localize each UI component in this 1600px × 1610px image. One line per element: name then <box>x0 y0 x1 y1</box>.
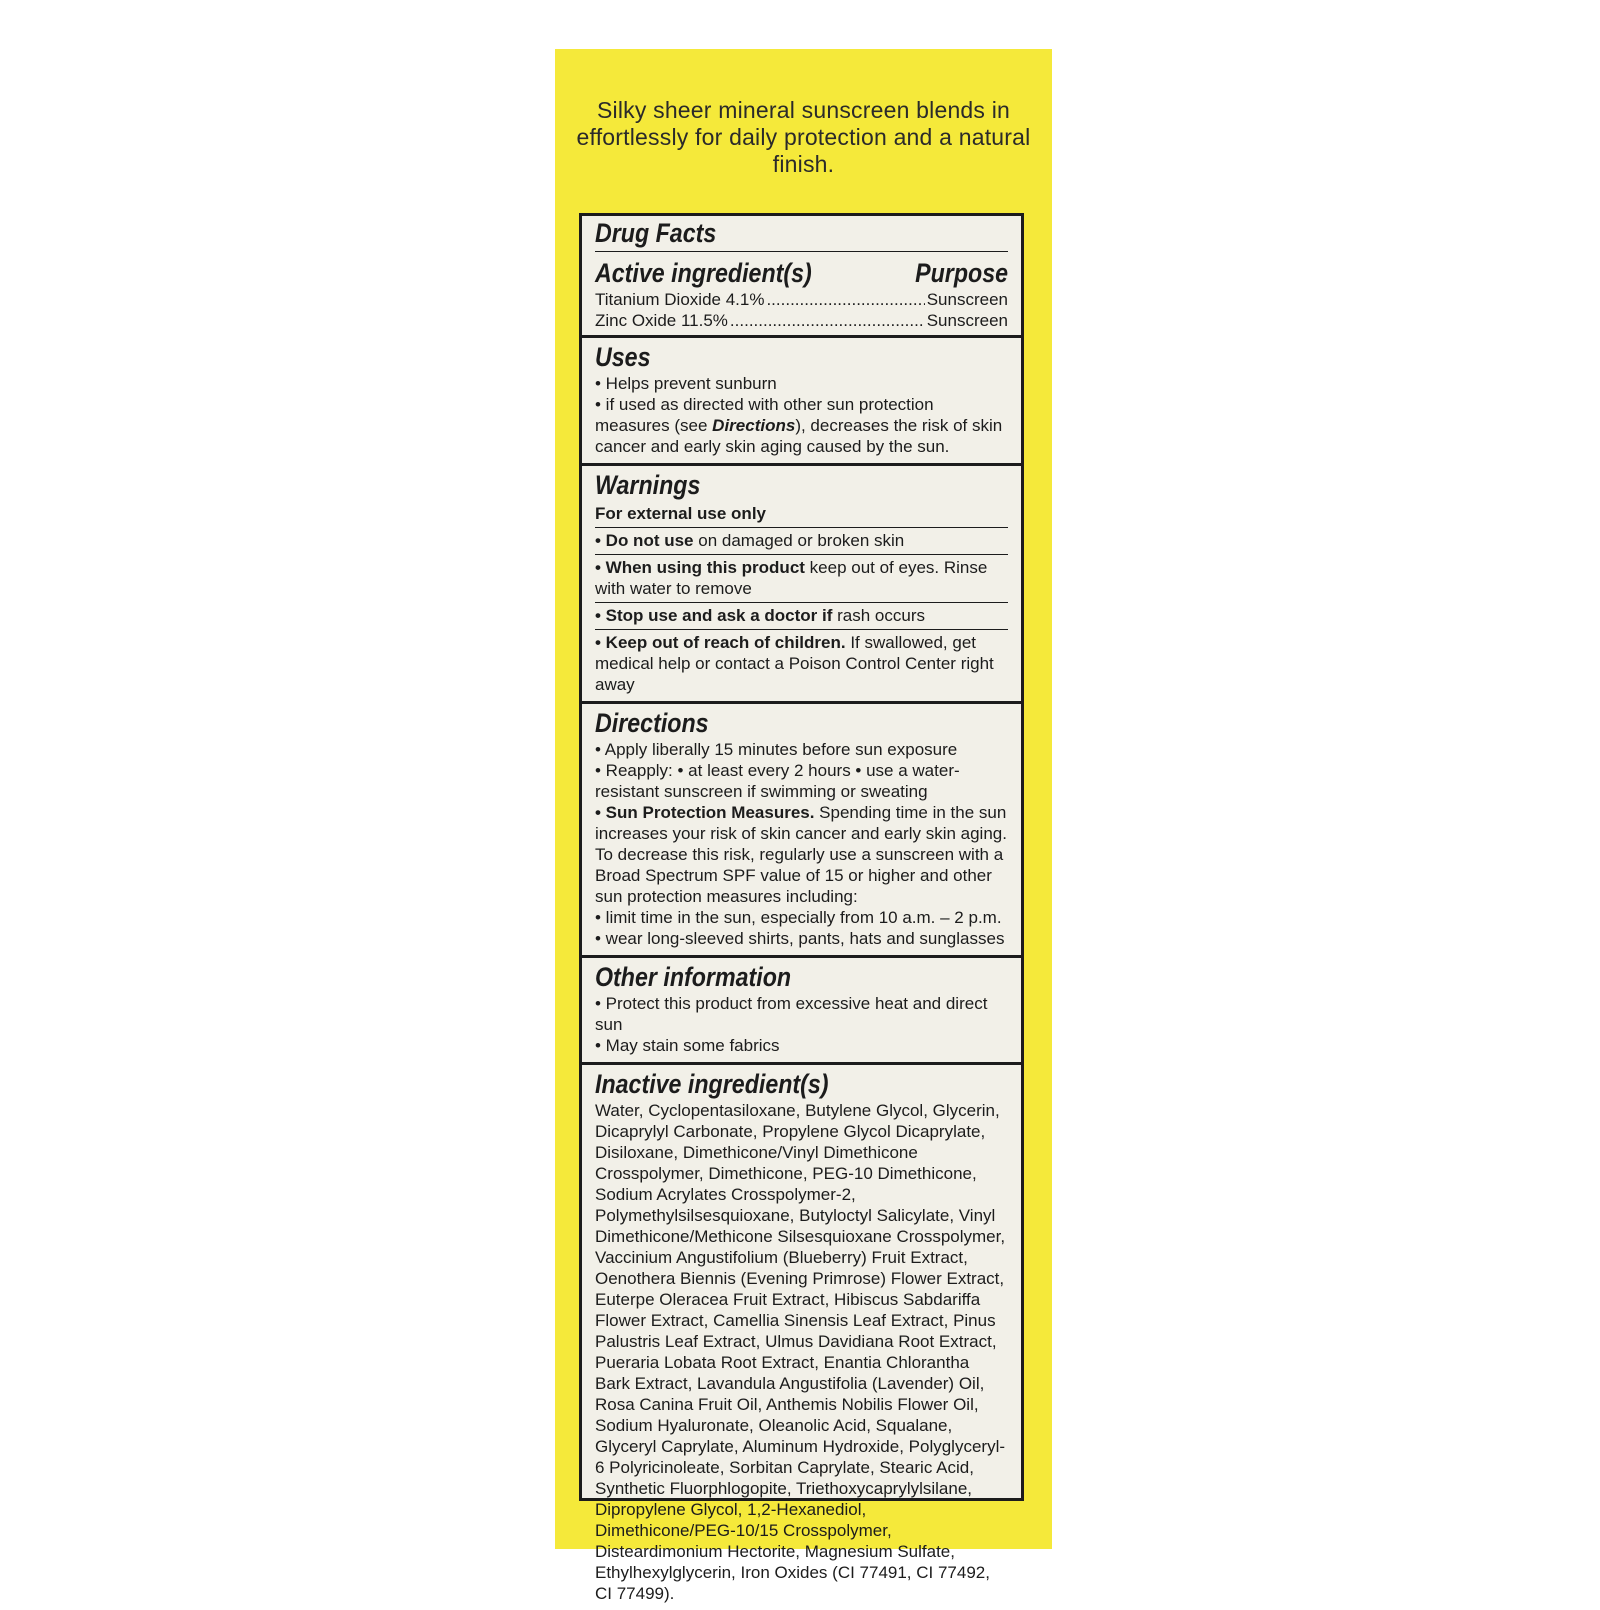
other-line: • May stain some fabrics <box>595 1036 780 1055</box>
warning-item: • Do not use on damaged or broken skin <box>595 528 1008 555</box>
active-ingredients-heading: Active ingredient(s) <box>595 258 812 288</box>
drug-facts-panel <box>579 213 1024 1603</box>
directions-line: • wear long-sleeved shirts, pants, hats and sunglasses <box>595 929 1005 948</box>
drug-facts-title: Drug Facts <box>595 218 717 248</box>
active-row <box>595 289 1008 310</box>
active-row <box>595 310 1008 331</box>
warning-item: • Stop use and ask a doctor if rash occurs <box>595 603 1008 630</box>
directions-heading: Directions <box>595 708 709 738</box>
external-use-note: For external use only <box>595 501 1008 528</box>
uses-line: • Helps prevent sunburn <box>595 374 777 393</box>
tagline: Silky sheer mineral sunscreen blends in effortlessly for daily protection and a natural finish. <box>576 97 1031 177</box>
directions-line: • limit time in the sun, especially from 10 a.m. – 2 p.m. <box>595 908 1002 927</box>
directions-line: • Sun Protection Measures. Spending time in the sun increases your risk of skin cancer and early skin aging. To decrease this risk, regularly use a sunscreen with a Broad Spectrum SPF value of 15 or higher and other sun protection measures including: <box>595 803 1007 906</box>
warnings-section <box>582 466 1021 704</box>
directions-line: • Apply liberally 15 minutes before sun exposure <box>595 740 958 759</box>
uses-heading: Uses <box>595 342 651 372</box>
active-ingredients-section <box>582 216 1021 338</box>
other-line: • Protect this product from excessive heat and direct sun <box>595 994 988 1034</box>
active-purpose: Sunscreen <box>926 290 1008 309</box>
leader-dots <box>766 289 924 310</box>
active-name: Titanium Dioxide 4.1% <box>595 290 765 309</box>
inactive-ingredients-heading: Inactive ingredient(s) <box>595 1069 829 1099</box>
directions-line: • Reapply: • at least every 2 hours • use a water-resistant sunscreen if swimming or sweating <box>595 761 960 801</box>
active-purpose: Sunscreen <box>926 311 1008 330</box>
inactive-ingredients-section <box>582 1065 1021 1610</box>
warning-item: • Keep out of reach of children. If swallowed, get medical help or contact a Poison Control Center right away <box>595 633 994 694</box>
uses-line: • if used as directed with other sun protection measures (see Directions), decreases the risk of skin cancer and early skin aging caused by the sun. <box>595 395 1003 456</box>
inactive-ingredients-text: Water, Cyclopentasiloxane, Butylene Glycol, Glycerin, Dicaprylyl Carbonate, Propylene Glycol Dicaprylate, Disiloxane, Dimethicone/Vinyl Dimethicone Crosspolymer, Dimethicone, PEG-10 Dimethicone, Sodium Acrylates Crosspolymer-2, Polymethylsilsesquioxane, Butyloctyl Salicylate, Vinyl Dimethicone/Methicone Silsesquioxane Crosspolymer, Vaccinium Angustifolium (Blueberry) Fruit Extract, Oenothera Biennis (Evening Primrose) Flower Extract, Euterpe Oleracea Fruit Extract, Hibiscus Sabdariffa Flower Extract, Camellia Sinensis Leaf Extract, Pinus Palustris Leaf Extract, Ulmus Davidiana Root Extract, Pueraria Lobata Root Extract, Enantia Chlorantha Bark Extract, Lavandula Angustifolia (Lavender) Oil, Rosa Canina Fruit Oil, Anthemis Nobilis Flower Oil, Sodium Hyaluronate, Oleanolic Acid, Squalane, Glyceryl Caprylate, Aluminum Hydroxide, Polyglyceryl-6 Polyricinoleate, Sorbitan Caprylate, Stearic Acid, Synthetic Fluorphlogopite, Triethoxycaprylylsilane, Dipropylene Glycol, 1,2-Hexanediol, Dimethicone/PEG-10/15 Crosspolymer, Disteardimonium Hectorite, Magnesium Sulfate, Ethylhexylglycerin, Iron Oxides (CI 77491, CI 77492, CI 77499). <box>595 1101 1006 1603</box>
uses-section <box>582 338 1021 466</box>
warnings-heading: Warnings <box>595 470 701 500</box>
leader-dots <box>730 310 925 331</box>
purpose-heading: Purpose <box>915 258 1008 288</box>
package-panel <box>555 49 1052 1603</box>
other-information-section <box>582 958 1021 1065</box>
directions-section <box>582 704 1021 958</box>
warning-item: • When using this product keep out of eyes. Rinse with water to remove <box>595 555 1008 603</box>
active-name: Zinc Oxide 11.5% <box>595 311 728 330</box>
other-information-heading: Other information <box>595 962 792 992</box>
